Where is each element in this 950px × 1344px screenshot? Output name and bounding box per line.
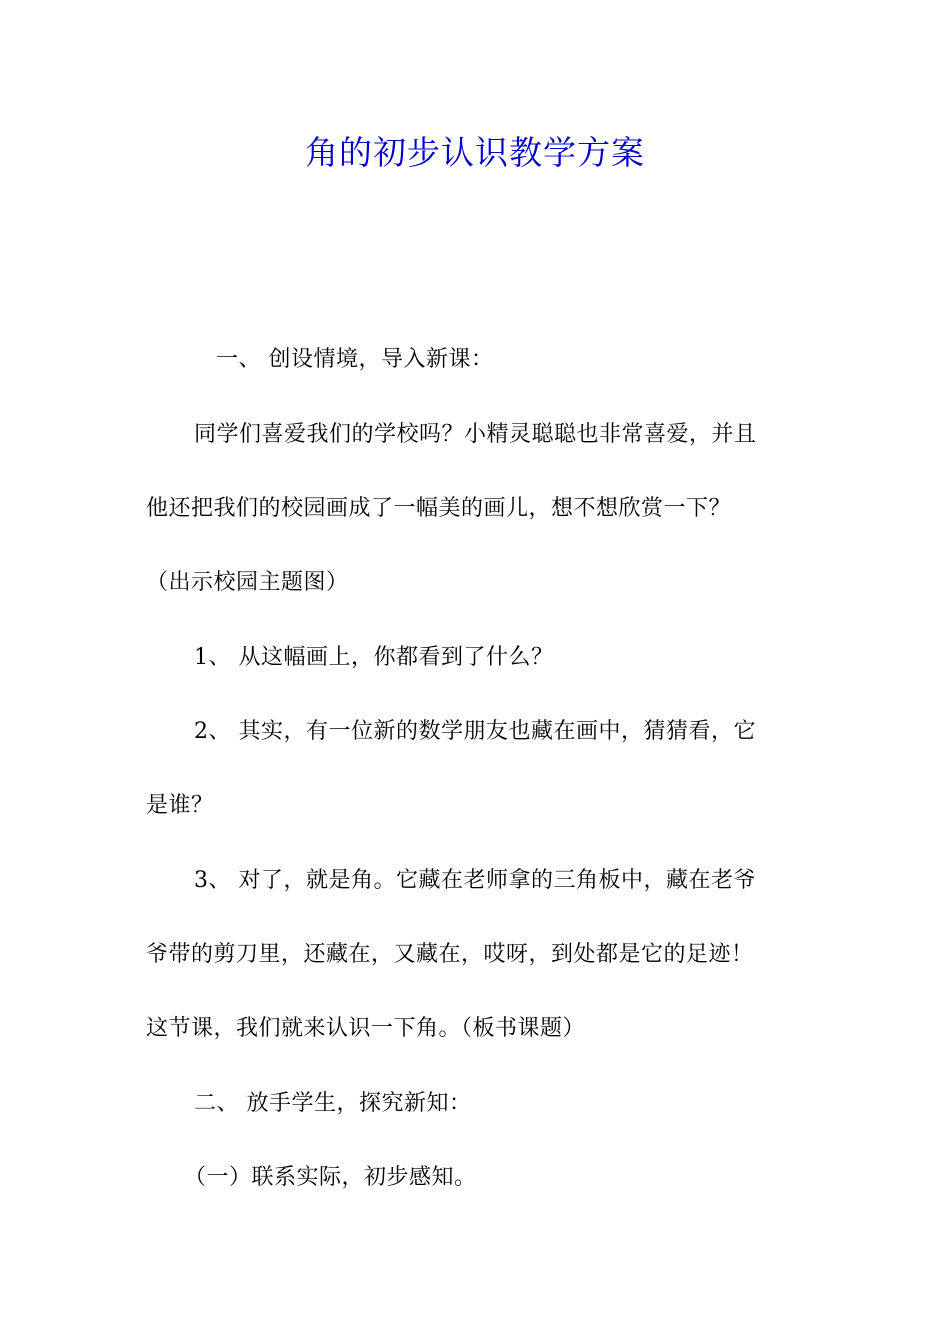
paragraph-line: 这节课，我们就来认识一下角。（板书课题） <box>146 1016 586 1041</box>
document-title: 角的初步认识教学方案 <box>305 133 645 172</box>
subsection-heading: （一）联系实际，初步感知。 <box>184 1165 477 1190</box>
list-item-3: 3、 对了，就是角。它藏在老师拿的三角板中，藏在老爷 <box>194 868 756 893</box>
paragraph-line: 他还把我们的校园画成了一幅美的画儿，想不想欣赏一下？ <box>146 496 732 521</box>
section-heading-2: 二、 放手学生，探究新知： <box>194 1091 472 1116</box>
list-item-1: 1、 从这幅画上，你都看到了什么？ <box>194 645 554 670</box>
list-item-2: 2、 其实，有一位新的数学朋友也藏在画中，猜猜看，它 <box>194 719 756 744</box>
section-heading-1: 一、 创设情境，导入新课： <box>216 347 494 372</box>
paragraph-line: 同学们喜爱我们的学校吗？小精灵聪聪也非常喜爱，并且 <box>194 422 757 447</box>
paragraph-line: 爷带的剪刀里，还藏在，又藏在，哎呀，到处都是它的足迹！ <box>146 942 754 967</box>
paragraph-line: 是谁？ <box>146 793 214 818</box>
paragraph-line: （出示校园主题图） <box>146 570 349 595</box>
